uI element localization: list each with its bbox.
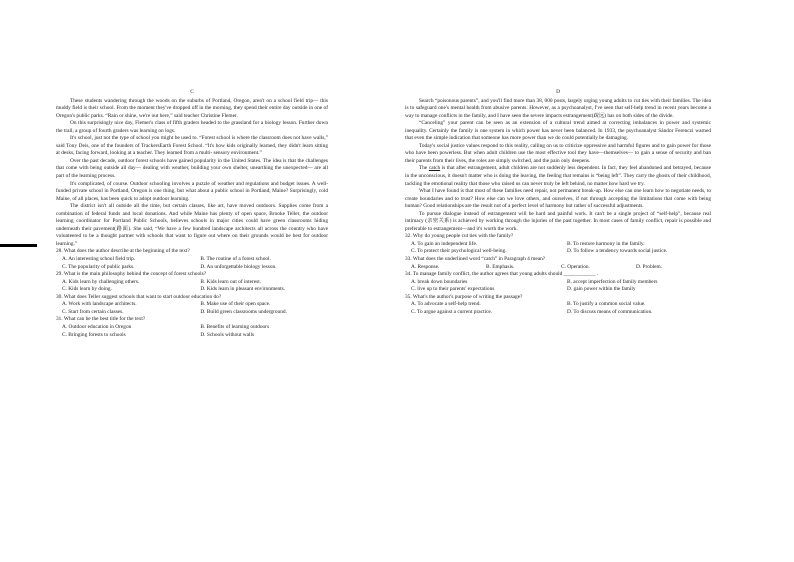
option-row: [405, 301, 711, 309]
question-34: [405, 271, 711, 294]
option-row: [56, 324, 328, 332]
option-b: B. Benefits of learning outdoors: [200, 323, 270, 330]
question-stem: 28. What does the author describe at the beginning of the text?: [56, 248, 190, 255]
question-stem: 29. What is the main philosophy behind the concept of forest schools?: [56, 271, 207, 278]
question-stem: 30. What does Teller suggest schools that want to start outdoor education do?: [56, 293, 222, 300]
passage-d-paragraph-2: “Canceling” your parent can be seen as an extension of a cultural trend aimed at correcting imbalances in power and systemic inequality. Certainly the family is one system in which power has never been balanced. In 1933, the psychoanalyst Sándor Ferenczi warned that even the simple indication that someone has more power than we do could potentially be damaging.: [405, 120, 711, 142]
option-d: D. Build green classrooms underground.: [200, 308, 287, 315]
question-28: [56, 248, 328, 271]
option-c: C. Operation.: [561, 263, 590, 270]
option-a: A. break down boundaries: [411, 278, 468, 285]
option-row: [405, 286, 711, 294]
option-c: C. live up to their parents' expectations: [411, 286, 495, 293]
option-b: B. Make use of their open space.: [200, 301, 271, 308]
question-stem: 34. To manage family conflict, the author agrees that young adults should ____________ .: [405, 271, 599, 278]
option-row: [56, 256, 328, 264]
option-d: D. gain power within the family: [567, 286, 636, 293]
option-a: A. To gain an independent life.: [411, 240, 478, 247]
option-row: [405, 309, 711, 317]
question-31: [56, 316, 328, 339]
option-row: [56, 332, 328, 340]
question-29: [56, 271, 328, 294]
left-margin-bar: [0, 244, 37, 247]
passage-c-paragraph-4: Over the past decade, outdoor forest schools have gained popularity in the United States. The idea is that the challenges that come with being outside all day— dealing with weather, building your own shelter, unearthing the unexpected— are all part of the learning process.: [56, 157, 328, 180]
question-stem: 35. What's the author's purpose of writing the passage?: [405, 293, 523, 300]
passage-d-paragraph-4: The catch is that after estrangement, adult children are not suddenly less dependent. In fact, they feel abandoned and betrayed, because in the unconscious, it doesn't matter who is doing the leaving, the feeling that remains is “being left”. They carry the ghosts of their childhood, tackling the emotional reality that those who raised us can never truly be left behind, no matter how hard we try.: [405, 165, 711, 187]
question-30: [56, 294, 328, 317]
option-d: D. Problem.: [636, 263, 662, 270]
passage-d-paragraph-1: Search “poisonous parents”, and you'll find more than 38, 000 posts, largely urging young adults to cut ties with their families. The idea is to safeguard one's mental health from abusive parents. However, as a psychoanalyst, I've seen that self-help trend in recent years become a way to manage conflicts in the family, and I have seen the severe impacts estrangement(疏远) has on both sides of the divide.: [405, 97, 711, 119]
option-a: A. An interesting school field trip.: [62, 256, 136, 263]
option-row: [56, 279, 328, 287]
passage-c-paragraph-5: It's complicated, of course. Outdoor schooling involves a puzzle of weather and regulations and budget issues. A well- funded private school in Portland, Oregon is one thing, but what about a public school in Portland, Maine? Surprisingly, cold Maine, of all places, has been quick to adopt outdoor learning.: [56, 180, 328, 202]
option-row: [56, 264, 328, 272]
option-b: B. Kids learn out of interest.: [200, 278, 262, 285]
passage-c-paragraph-6: The district isn't all outside all the time, but certain classes, like art, have moved outdoors. Supplies come from a combination of federal funds and local donations. And while Maine has plenty of open space, Brooke Teller, the outdoor learning coordinator for Portland Public Schools, believes schools in major cities could have green classrooms hiding underneath their pavement(路面). She said, “We have a few hundred landscape architects all across the country who have volunteered to be a thought partner with schools that want to figure out where on their grounds would be best for outdoor learning.”: [56, 203, 328, 247]
option-a: A. Response.: [411, 263, 440, 270]
option-d: D. To follow a tendency towards social justice.: [567, 248, 668, 255]
underlined-word-catch: catch: [428, 165, 441, 172]
option-a: A. Kids learn by challenging others.: [62, 278, 140, 285]
option-c: C. Bringing forests to schools: [62, 331, 126, 338]
option-b: B. To justify a common social value.: [567, 301, 646, 308]
passage-d-paragraph-6: To pursue dialogue instead of estrangement will be hard and painful work. It can't be a single project of “self-help”, because real intimacy (亲密关系) is achieved by working through the injuries of the past together. In most cases of family conflict, repair is possible and preferable to estrangement—and it's worth the work.: [405, 210, 711, 232]
option-b: B. To restore harmony in the family.: [567, 240, 645, 247]
question-35: [405, 294, 711, 317]
option-row: [405, 279, 711, 287]
option-d: D. Kids learn in pleasant environments.: [200, 286, 286, 293]
option-row: [405, 248, 711, 256]
option-row: [56, 301, 328, 309]
option-d: D. Schools without walls: [200, 331, 255, 338]
option-d: D. An unforgettable biology lesson.: [200, 263, 277, 270]
passage-c-paragraph-1: These students wandering through the woods on the suburbs of Portland, Oregon, aren't on a school field trip— this muddy field is their school. From the moment they've dropped off in the morning, they spend their entire day outside in one of Oregon's public parks. “Rain or shine, we're out here,” said teacher Christine Flemer.: [56, 97, 328, 119]
option-d: D. To discuss means of communication.: [567, 308, 653, 315]
question-33: [405, 256, 711, 271]
option-a: A. Outdoor education in Oregon: [62, 323, 132, 330]
question-stem: 31. What can be the best title for the text?: [56, 316, 146, 323]
passage-c-column: [56, 89, 328, 339]
option-a: A. To advocate a self-help trend.: [411, 301, 481, 308]
passage-d-column: [405, 89, 711, 316]
passage-c-paragraph-3: It's school, just not the type of school you might be used to. “Forest school is where the classroom does not have walls,” said Tony Deis, one of the founders of TrackersEarth Forest School. “It's how kids originally learned, they didn't learn sitting at desks, facing forward, looking at a teacher. They learned from a multi- sensory environment.”: [56, 135, 328, 157]
passage-d-paragraph-3: Today's social justice values respond to this reality, calling on us to criticize oppressive and harmful figures and to gain power for those who have been powerless. But when adult children use the most effective tool they have—themselves— to gain a sense of security and ban their parents from their lives, the roles are simply switched, and the pain only deepens.: [405, 142, 711, 164]
question-stem: 33. What does the underlined word “catch” in Paragraph 4 mean?: [405, 256, 546, 263]
option-c: C. Kids learn by doing.: [62, 286, 112, 293]
option-c: C. The popularity of public parks.: [62, 263, 135, 270]
option-c: C. To protect their psychological well-being.: [411, 248, 507, 255]
option-c: C. Start from certain classes.: [62, 308, 124, 315]
question-32: [405, 233, 711, 256]
question-stem: 32. Why do young people cut ties with the family?: [405, 233, 514, 240]
option-b: B. accept imperfection of family members: [567, 278, 658, 285]
option-b: B. The routine of a forest school.: [200, 256, 271, 263]
passage-d-paragraph-5: What I have found is that most of these families need repair, not permanent break-up. How else can one learn how to negotiate needs, to create boundaries and to trust? How else can we love others, and ourselves, if not through accepting the limitations that come with being human? Good relationships are the result not of a perfect level of harmony but rather of successful adjustments.: [405, 188, 711, 210]
option-row: [405, 264, 711, 272]
option-row: [56, 286, 328, 294]
option-b: B. Emphasis.: [486, 263, 515, 270]
passage-c-letter: C: [190, 89, 194, 95]
option-a: A. Work with landscape architects.: [62, 301, 137, 308]
passage-d-letter: D: [556, 89, 560, 95]
passage-c-paragraph-2: On this surprisingly nice day, Flemer's class of fifth graders headed to the grassland for a biology lesson. Further down the trail, a group of fourth graders was learning on logs.: [56, 120, 328, 134]
option-c: C. To argue against a current practice.: [411, 308, 493, 315]
